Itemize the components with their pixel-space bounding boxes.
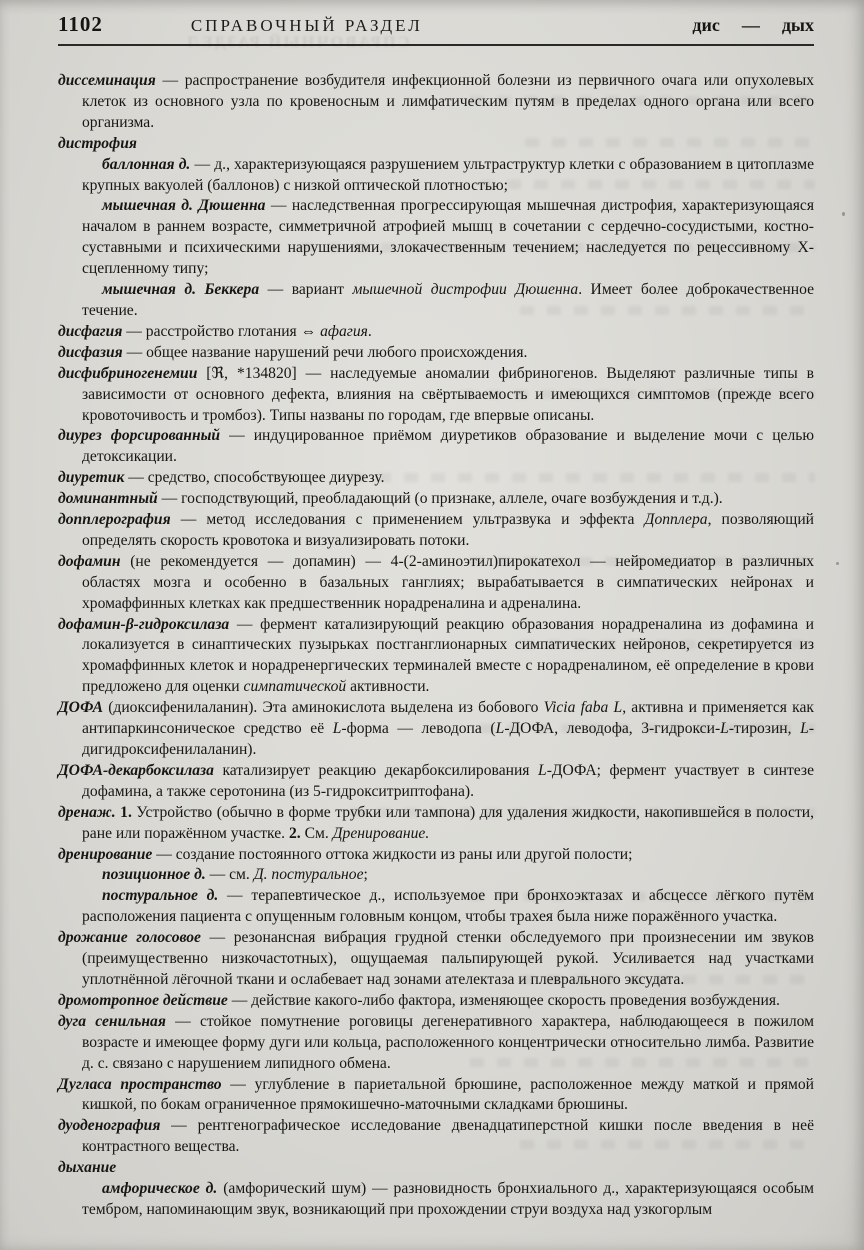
entry-term: дистрофия [58, 134, 137, 152]
dictionary-entry: диуретик — средство, способствующее диурезу. [58, 469, 385, 487]
dictionary-entry: допплерография — метод исследования с применением ультразвука и эффекта Допплера, позволяющий определять скорость кровотока и визуализировать потоки. [58, 511, 815, 549]
entry-text: катализирует реакцию декарбоксилирования [222, 761, 539, 779]
dictionary-subentry: мышечная д. Дюшенна — наследственная прогрессирующая мышечная дистрофия, характеризующаяся началом в раннем возрасте, симметричной атрофией мышц в сочетании с сердечно-сосудистыми, костно-суставными и психическими нарушениями, злокачественным течением; наследуется по рецессивному Х-сцепленному типу; [82, 197, 815, 278]
entry-text: L [495, 720, 505, 738]
entry-text: , активна и применяется как антипаркинсоническое средство её [82, 699, 814, 738]
entry-text: L [800, 720, 809, 738]
dictionary-entry [58, 761, 814, 803]
entry-term: дисфагия [58, 322, 123, 340]
header-rule [58, 44, 814, 46]
entry-text: см. [229, 866, 254, 884]
entry-term: дуоденография [58, 1117, 161, 1135]
entry-text: -форма — леводопа ( [341, 720, 496, 738]
entry-text: Устройство (обычно в форме трубки или тампона) для удаления жидкости, накопившейся в полости, ране или поражённом участке. [82, 803, 814, 842]
entry-term: дофамин-β-гидроксилаза [58, 615, 230, 633]
range-end: дых [781, 15, 814, 35]
entry-term: ДОФА [58, 699, 103, 717]
entry-text: L [538, 761, 547, 779]
dictionary-subentry: постуральное д. — терапевтическое д., используемое при бронхоэктазах и абсцессе лёгкого путём расположения пациента с опущенным головным концом, чтобы трахея была ниже поражённого участка. [82, 887, 815, 926]
dictionary-entry [58, 1158, 814, 1179]
section-title: СПРАВОЧНЫЙ РАЗДЕЛ [190, 16, 423, 35]
dictionary-entry: Дугласа пространство — углубление в париетальной брюшине, расположенное между маткой и прямой кишкой, по бокам ограниченное прямокишечно-маточными складками брюшины. [58, 1075, 815, 1114]
entry-text: -ДОФА, леводофа, 3-гидрокси- [504, 720, 721, 738]
entry-text: д., характеризующаяся разрушением ультраструктур клетки с образованием в цитоплазме крупных вакуолей (баллонов) с низкой оптической плотностью; [82, 155, 814, 194]
entry-term: амфорическое д. [102, 1180, 218, 1198]
entry-text: метод исследования с применением ультразвука и эффекта [206, 511, 645, 529]
entry-text: -ДОФА; фермент участвует в синтезе дофамина, а также серотонина (из 5-гидрокситриптофана). [82, 761, 815, 800]
entry-term: дренаж. [58, 803, 116, 821]
entry-text: господствующий, преобладающий (о признаке, аллеле, очаге возбуждения и т.д.). [181, 490, 723, 508]
entry-term: баллонная д. [102, 155, 191, 173]
entry-text: распространение возбудителя инфекционной болезни из первичного очага или опухолевых клеток из основного узла по кровеносным и лимфатическим путям в пределах одного органа или всего организма. [82, 72, 814, 131]
entry-text: Допплера [644, 511, 708, 529]
entry-text: афагия [320, 322, 368, 340]
entry-text: (не рекомендуется — допамин) — 4-(2-аминоэтил)пирокатехол — нейромедиатор в различных областях мозга и особенно в базальных ганглиях; вырабатывается в симпатических нейронах и хромаффинных клетках как предшественник норадреналина и адреналина. [82, 552, 814, 612]
entry-term: доминантный [58, 490, 158, 508]
entry-term: диурез форсированный [58, 427, 221, 445]
dictionary-entry: дрожание голосовое — резонансная вибрация грудной стенки обследуемого при произнесении им звуков (преимущественно низкочастотных), ощущаемая пальпирующей рукой. Усиливается над участками уплотнённой лёгочной ткани и ослабевает над зонами ателектаза и плеврального эксудата. [58, 929, 814, 988]
entry-text: ; [363, 866, 368, 884]
dictionary-subentry: баллонная д. — д., характеризующаяся разрушением ультраструктур клетки с образованием в цитоплазме крупных вакуолей (баллонов) с низкой оптической плотностью; [82, 155, 814, 194]
entry-text: стойкое помутнение роговицы дегенеративного характера, наблюдающееся в пожилом возрасте и имеющее форму дуги или кольца, расположенного концентрически относительно лимба. Развитие д. с. связано с нарушением липидного обмена. [82, 1012, 814, 1072]
dictionary-entry [58, 552, 814, 615]
entry-text: наследственная прогрессирующая мышечная дистрофия, характеризующаяся началом в раннем возрасте, симметричной атрофией мышц в сочетании с сердечно-сосудистыми, костно-суставными и психическими нарушениями, злокачественным течением; наследуется по рецессивному Х-сцепленному типу; [82, 197, 815, 278]
entry-text: резонансная вибрация грудной стенки обследуемого при произнесении им звуков (преимущественно низкочастотных), ощущаемая пальпирующей рукой. Усиливается над участками уплотнённой лёгочной ткани и ослабевает над зонами ателектаза и плеврального эксудата. [82, 929, 814, 988]
entry-text: -тирозин, [728, 720, 801, 738]
dictionary-entry: дуга сенильная — стойкое помутнение роговицы дегенеративного характера, наблюдающееся в пожилом возрасте и имеющее форму дуги или кольца, расположенного концентрически относительно лимба. Развитие д. с. связано с нарушением липидного обмена. [58, 1012, 814, 1072]
entry-term: дофамин [58, 552, 121, 570]
entry-text: Д. постуральное [253, 866, 364, 884]
entry-text: создание постоянного оттока жидкости из раны или другой полости; [175, 845, 633, 863]
dictionary-entry: доминантный — господствующий, преобладающий (о признаке, аллеле, очаге возбуждения и т.д.). [58, 490, 723, 508]
page-number: 1102 [58, 12, 103, 36]
entry-term: дыхание [58, 1159, 117, 1177]
entry-text: См. [300, 824, 333, 842]
entry-term: дисфибриногенемии [58, 364, 198, 382]
entry-term: дромотропное действие [58, 991, 228, 1009]
entry-text: действие какого-либо фактора, изменяющее скорость проведения возбуждения. [251, 991, 780, 1009]
dictionary-entries [58, 71, 814, 1221]
dictionary-entry: дромотропное действие — действие какого-либо фактора, изменяющее скорость проведения возбуждения. [58, 991, 780, 1009]
dictionary-entry: дуоденография — рентгенографическое исследование двенадцатиперстной кишки после введения в неё контрастного вещества. [58, 1117, 814, 1156]
scan-speck [842, 212, 845, 216]
entry-term: диссеминация [58, 72, 156, 89]
entry-text: общее название нарушений речи любого происхождения. [146, 343, 528, 361]
bleedthrough-ghost-text: СПРАВОЧНЫЙ РАЗДЕЛ [185, 34, 410, 51]
entry-text: вариант [291, 281, 353, 299]
entry-text: -дигидроксифенилаланин). [82, 720, 815, 758]
entry-term: дрожание голосовое [58, 929, 201, 947]
entry-text: индуцированное приёмом диуретиков образование и выделение мочи с целью детоксикации. [82, 427, 815, 466]
entry-term: дисфазия [58, 343, 123, 361]
dictionary-entry: дофамин-β-гидроксилаза — фермент катализирующий реакцию образования норадреналина из дофамина и локализуется в синаптических пузырьках постганглионарных симпатических нейронов, секретируется из хромаффинных клеток и норадренергических терминалей вместе с норадреналином, её определение в крови предложено для оценки симпатической активности. [58, 615, 814, 696]
entry-text: L [720, 720, 729, 738]
entry-text: 1. [120, 803, 132, 821]
dictionary-entry [58, 364, 814, 427]
entry-text: L [332, 720, 342, 738]
entry-text: мышечной дистрофии Дюшенна [352, 281, 579, 299]
dictionary-subentry [58, 1179, 814, 1221]
entry-term: позиционное д. [102, 866, 206, 884]
dictionary-entry [58, 803, 814, 845]
entry-text: . Имеет более доброкачественное течение. [82, 281, 815, 319]
entry-text: средство, способствующее диурезу. [147, 469, 385, 487]
entry-text: расстройство глотания ⇔ [145, 322, 321, 340]
dictionary-subentry: позиционное д. — см. Д. постуральное; [102, 866, 368, 884]
entry-text: фермент катализирующий реакцию образования норадреналина из дофамина и локализуется в синаптических пузырьках постганглионарных симпатических нейронов, секретируется из хромаффинных клеток и норадренергических терминалей вместе с норадреналином, её определение в крови предложено для оценки [82, 615, 814, 696]
range-dash-icon: — [741, 15, 760, 35]
entry-text: (диоксифенилаланин). Эта аминокислота выделена из бобового [108, 699, 544, 717]
entry-text: углубление в париетальной брюшине, расположенное между маткой и прямой кишкой, по бокам ограниченное прямокишечно-маточными складками брюшины. [82, 1075, 815, 1114]
entry-text: симпатической [243, 678, 347, 696]
range-start: дис [692, 15, 720, 35]
entry-term: мышечная д. Беккера [102, 281, 260, 299]
scan-speck [836, 562, 839, 565]
entry-text: 2. [288, 824, 301, 842]
entry-term: постуральное д. [102, 887, 219, 905]
entry-term: допплерография [58, 511, 171, 529]
entry-term: дренирование [58, 845, 153, 863]
entry-text: (амфорический шум) — разновидность бронхиального д., характеризующаяся особым тембром, напоминающим звук, возникающий при прохождении струи воздуха над узкогорлым [82, 1180, 814, 1218]
dictionary-entry: диссеминация — распространение возбудителя инфекционной болезни из первичного очага или опухолевых клеток из основного узла по кровеносным и лимфатическим путям в пределах одного органа или всего организма. [58, 72, 814, 131]
entry-text: рентгенографическое исследование двенадцатиперстной кишки после введения в неё контрастного вещества. [82, 1117, 814, 1156]
page-header [0, 0, 864, 37]
entry-term: диуретик [58, 469, 125, 487]
dictionary-entry [58, 698, 814, 761]
entry-text: активности. [346, 678, 430, 696]
entry-term: Дугласа пространство [58, 1075, 222, 1093]
entry-text: . [367, 322, 372, 340]
entry-term: ДОФА-декарбоксилаза [58, 761, 214, 779]
dictionary-entry [58, 134, 814, 155]
entry-range [692, 15, 814, 36]
dictionary-entry: дренирование — создание постоянного оттока жидкости из раны или другой полости; [58, 845, 633, 863]
dictionary-entry: дисфагия — расстройство глотания ⇔ афагия. [58, 322, 372, 340]
dictionary-entry: диурез форсированный — индуцированное приёмом диуретиков образование и выделение мочи с целью детоксикации. [58, 427, 815, 466]
dictionary-subentry: мышечная д. Беккера — вариант мышечной дистрофии Дюшенна. Имеет более доброкачественное течение. [82, 281, 815, 319]
dictionary-entry: дисфазия — общее название нарушений речи любого происхождения. [58, 343, 528, 361]
entry-text: терапевтическое д., используемое при бронхоэктазах и абсцессе лёгкого путём расположения пациента с опущенным головным концом, чтобы трахея была ниже поражённого участка. [82, 887, 815, 926]
entry-term: мышечная д. Дюшенна [102, 197, 266, 215]
entry-text: Дренирование. [332, 824, 430, 842]
entry-text: Vicia faba L [543, 699, 623, 717]
entry-term: дуга сенильная [58, 1012, 166, 1030]
entry-text: [ℜ, *134820] — наследуемые аномалии фибриногенов. Выделяют различные типы в зависимости от основного дефекта, влияния на свёртываемость и имеющихся симптомов (прежде всего кровоточивость и тромбоз). Типы названы по городам, где впервые описаны. [82, 364, 814, 424]
entry-text: , позволяющий определять скорость кровотока и визуализировать потоки. [82, 511, 815, 549]
